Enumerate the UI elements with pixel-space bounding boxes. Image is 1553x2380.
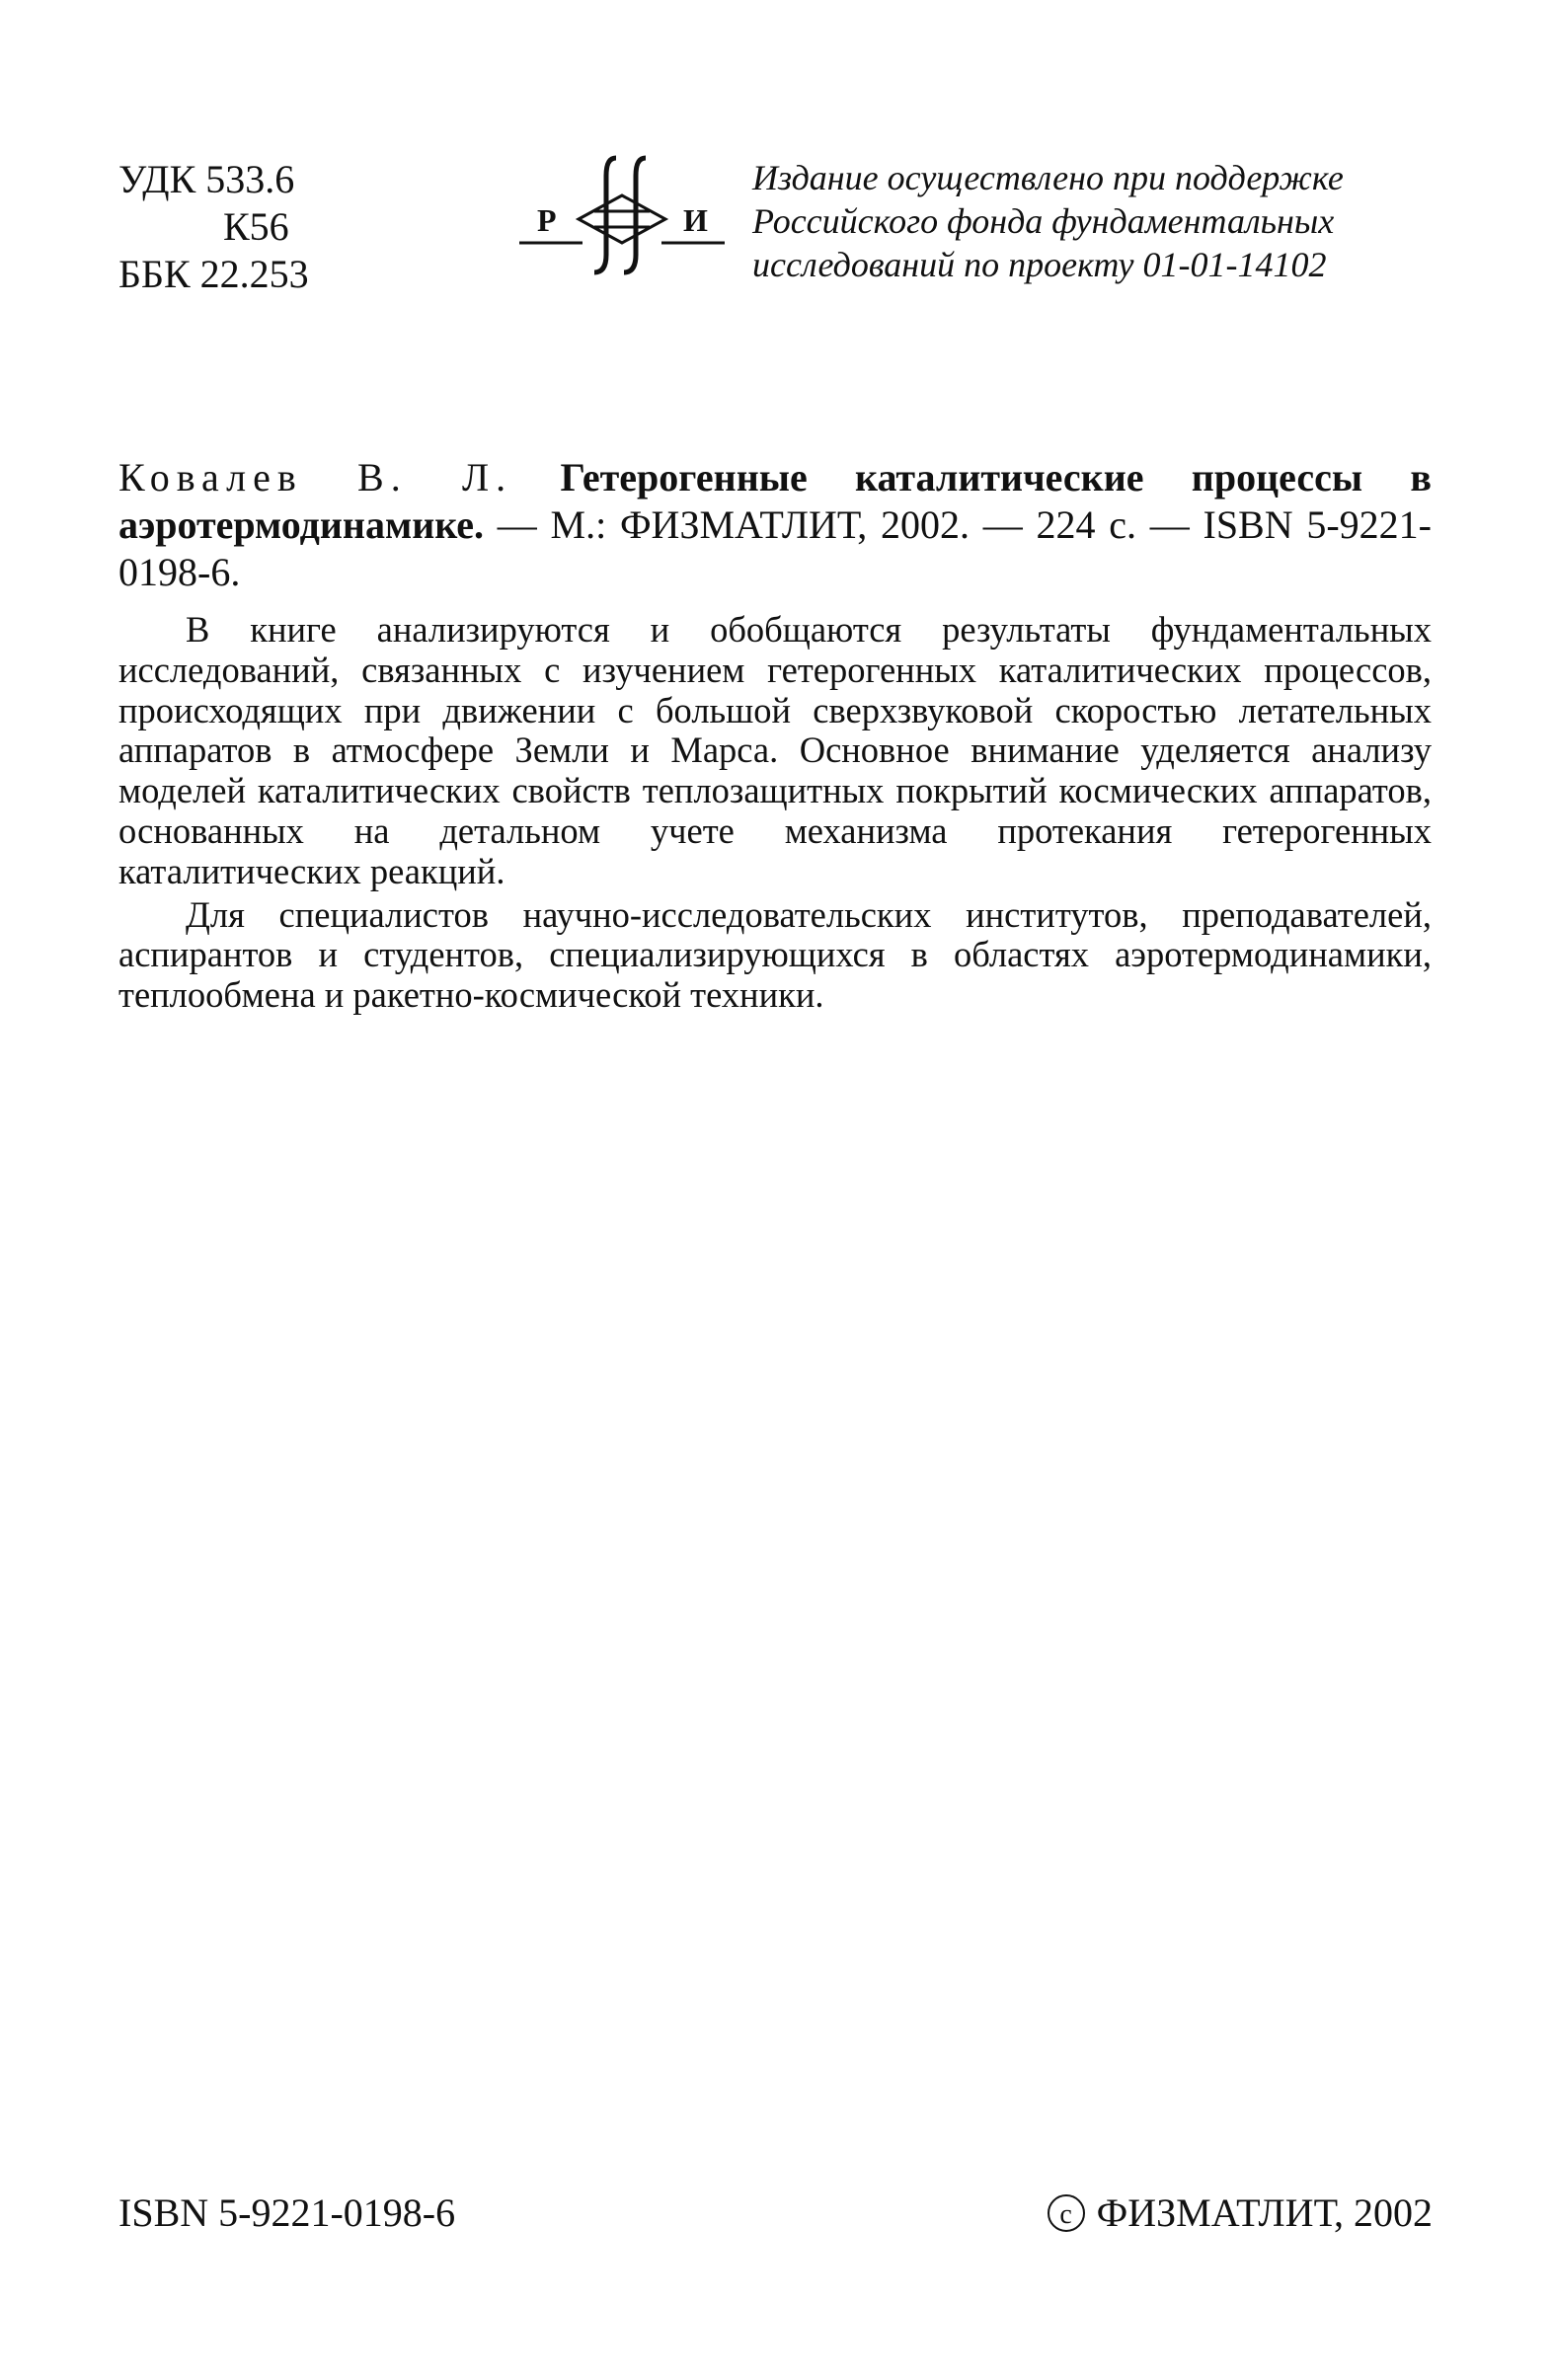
author-name: Ковалев В. Л. (118, 455, 513, 499)
classification-codes (118, 156, 309, 298)
copyright-text: ФИЗМАТЛИТ, 2002 (1096, 2190, 1433, 2235)
logo-letter-right: И (683, 202, 708, 238)
logo-letter-left: Р (537, 202, 557, 238)
book-title: Гетерогенные каталитические процессы в аэротермодинамике. (118, 455, 1433, 547)
author-mark: К56 (223, 204, 289, 249)
bbk-code: ББК 22.253 (118, 252, 309, 296)
annotation-paragraph: В книге анализируются и обобщаются результаты фундаментальных исследований, связанных с изучением гетерогенных каталитических процессов, происходящих при движении с большой сверхзвуковой скоростью летательных аппаратов в атмосфере Земли и Марса. Основное внимание уделяется анализу моделей каталитических свойств теплозащитных покрытий космических аппаратов, основанных на детальном учете механизма протекания гетерогенных каталитических реакций. (118, 609, 1432, 891)
rffi-logo-icon (513, 150, 731, 280)
copyright-icon: c (1048, 2194, 1085, 2232)
udk-code: УДК 533.6 (118, 157, 295, 201)
support-line: Российского фонда фундаментальных (752, 201, 1335, 241)
bibliographic-entry (118, 454, 1432, 596)
support-line: исследований по проекту 01-01-14102 (752, 245, 1327, 284)
copyright-footer (1048, 2189, 1433, 2236)
annotation-paragraph: Для специалистов научно-исследовательских институтов, преподавателей, аспирантов и студентов, специализирующихся в областях аэротермодинамики, теплообмена и ракетно-космической техники. (118, 893, 1432, 1016)
support-note (752, 156, 1443, 286)
support-line: Издание осуществлено при поддержке (752, 158, 1344, 197)
isbn-footer: ISBN 5-9221-0198-6 (118, 2190, 456, 2235)
imprint: — М.: ФИЗМАТЛИТ, 2002. — 224 с. — ISBN 5-9221-0198-6. (118, 502, 1433, 594)
annotation (118, 610, 1432, 1016)
